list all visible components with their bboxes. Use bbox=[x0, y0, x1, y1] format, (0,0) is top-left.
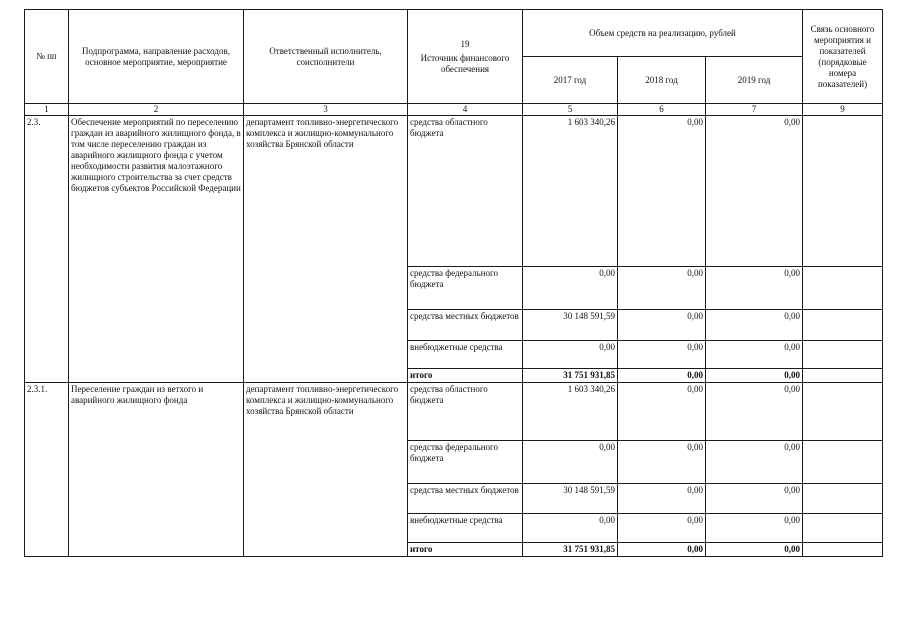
value-2019: 0,00 bbox=[706, 310, 803, 341]
source-name: средства федерального бюджета bbox=[408, 441, 523, 484]
link-cell bbox=[803, 514, 883, 543]
header-num: № пп bbox=[25, 10, 69, 104]
link-cell bbox=[803, 543, 883, 557]
source-name: средства местных бюджетов bbox=[408, 310, 523, 341]
header-link: Связь основного мероприятия и показателей (порядковые номера показателей) bbox=[803, 10, 883, 104]
source-name-total: итого bbox=[408, 543, 523, 557]
header-volume: Объем средств на реализацию, рублей bbox=[523, 10, 803, 57]
value-2019: 0,00 bbox=[706, 383, 803, 441]
index-cell: 3 bbox=[244, 104, 408, 116]
value-2017: 30 148 591,59 bbox=[523, 310, 618, 341]
source-name: средства местных бюджетов bbox=[408, 484, 523, 514]
row-program: Обеспечение мероприятий по переселению граждан из аварийного жилищного фонда, в том числе переселению граждан из аварийного жилищного фонда с учетом необходимости развития малоэтажного жилищного строительства за счет средств бюджетов субъектов Российской Федерации bbox=[69, 116, 244, 383]
value-2019: 0,00 bbox=[706, 341, 803, 369]
header-year-2018: 2018 год bbox=[618, 57, 706, 104]
value-2018: 0,00 bbox=[618, 267, 706, 310]
value-2019: 0,00 bbox=[706, 484, 803, 514]
header-year-2017: 2017 год bbox=[523, 57, 618, 104]
value-2018: 0,00 bbox=[618, 116, 706, 267]
link-cell bbox=[803, 369, 883, 383]
value-2018: 0,00 bbox=[618, 514, 706, 543]
link-cell bbox=[803, 341, 883, 369]
value-2018: 0,00 bbox=[618, 383, 706, 441]
value-2017: 0,00 bbox=[523, 514, 618, 543]
index-cell: 7 bbox=[706, 104, 803, 116]
index-cell: 6 bbox=[618, 104, 706, 116]
link-cell bbox=[803, 484, 883, 514]
funding-table bbox=[24, 9, 883, 557]
row-executor: департамент топливно-энергетического комплекса и жилищно-коммунального хозяйства Брянской области bbox=[244, 383, 408, 557]
total-2018: 0,00 bbox=[618, 543, 706, 557]
value-2018: 0,00 bbox=[618, 441, 706, 484]
value-2017: 0,00 bbox=[523, 341, 618, 369]
header-executor: Ответственный исполнитель, соисполнители bbox=[244, 10, 408, 104]
value-2018: 0,00 bbox=[618, 341, 706, 369]
index-cell: 1 bbox=[25, 104, 69, 116]
value-2017: 30 148 591,59 bbox=[523, 484, 618, 514]
total-2019: 0,00 bbox=[706, 369, 803, 383]
value-2019: 0,00 bbox=[706, 441, 803, 484]
link-cell bbox=[803, 267, 883, 310]
row-num: 2.3.1. bbox=[25, 383, 69, 557]
value-2017: 1 603 340,26 bbox=[523, 383, 618, 441]
total-2018: 0,00 bbox=[618, 369, 706, 383]
header-program: Подпрограмма, направление расходов, основное мероприятие, мероприятие bbox=[69, 10, 244, 104]
link-cell bbox=[803, 441, 883, 484]
source-name: внебюджетные средства bbox=[408, 341, 523, 369]
value-2018: 0,00 bbox=[618, 484, 706, 514]
row-executor: департамент топливно-энергетического комплекса и жилищно-коммунального хозяйства Брянской области bbox=[244, 116, 408, 383]
source-name-total: итого bbox=[408, 369, 523, 383]
index-row bbox=[25, 104, 883, 116]
source-name: внебюджетные средства bbox=[408, 514, 523, 543]
value-2017: 1 603 340,26 bbox=[523, 116, 618, 267]
link-cell bbox=[803, 116, 883, 267]
header-source bbox=[408, 10, 523, 104]
header-year-2019: 2019 год bbox=[706, 57, 803, 104]
value-2019: 0,00 bbox=[706, 116, 803, 267]
total-2017: 31 751 931,85 bbox=[523, 543, 618, 557]
value-2018: 0,00 bbox=[618, 310, 706, 341]
page-number: 19 bbox=[460, 38, 470, 49]
index-cell: 5 bbox=[523, 104, 618, 116]
index-cell: 4 bbox=[408, 104, 523, 116]
link-cell bbox=[803, 310, 883, 341]
document-page bbox=[24, 9, 883, 557]
value-2019: 0,00 bbox=[706, 267, 803, 310]
source-name: средства областного бюджета bbox=[408, 383, 523, 441]
table-row bbox=[25, 383, 883, 441]
row-program: Переселение граждан из ветхого и аварийного жилищного фонда bbox=[69, 383, 244, 557]
index-cell: 9 bbox=[803, 104, 883, 116]
header-source-label: Источник финансового обеспечения bbox=[420, 52, 510, 74]
total-2017: 31 751 931,85 bbox=[523, 369, 618, 383]
value-2019: 0,00 bbox=[706, 514, 803, 543]
source-name: средства областного бюджета bbox=[408, 116, 523, 267]
value-2017: 0,00 bbox=[523, 441, 618, 484]
total-2019: 0,00 bbox=[706, 543, 803, 557]
index-cell: 2 bbox=[69, 104, 244, 116]
value-2017: 0,00 bbox=[523, 267, 618, 310]
row-num: 2.3. bbox=[25, 116, 69, 383]
table-row bbox=[25, 116, 883, 267]
source-name: средства федерального бюджета bbox=[408, 267, 523, 310]
link-cell bbox=[803, 383, 883, 441]
